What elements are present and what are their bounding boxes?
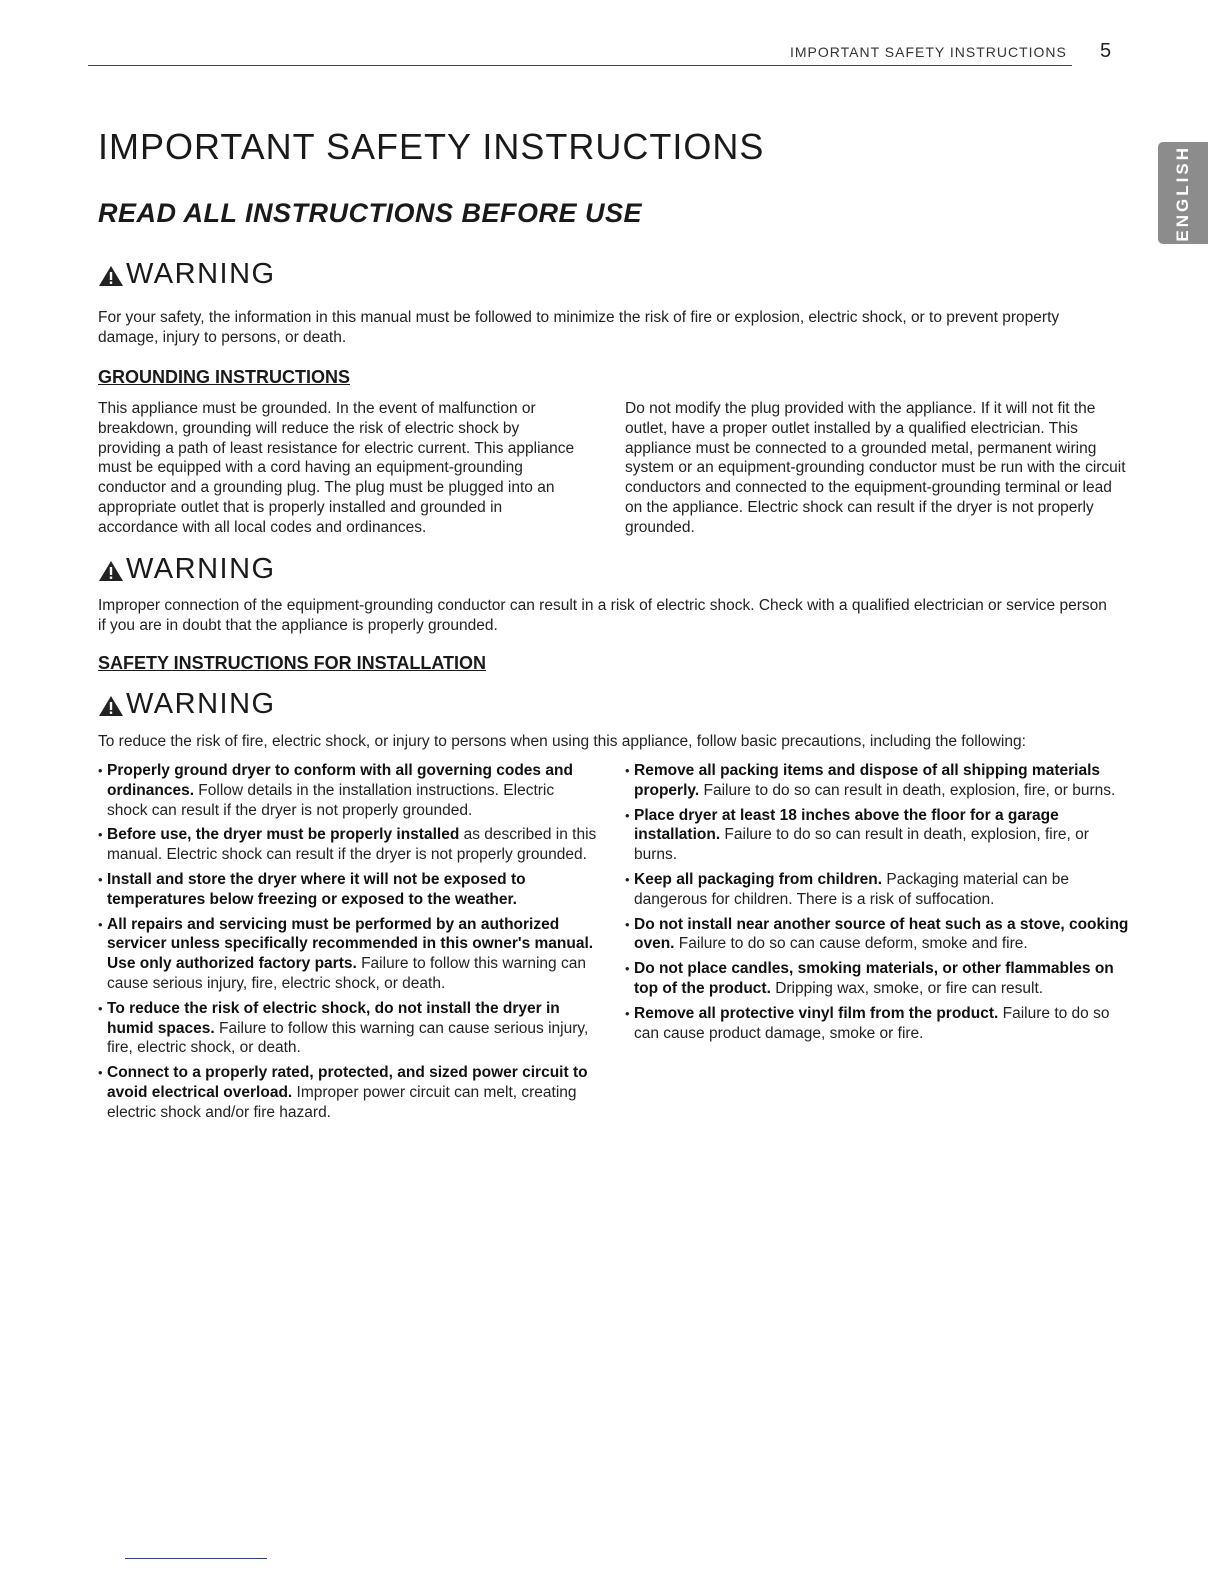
header-divider [88,65,1072,66]
list-item: • Do not install near another source of heat such as a stove, cooking oven. Failure to do so can cause deform, smoke and fire. [625,915,1131,955]
list-item: • All repairs and servicing must be performed by an authorized servicer unless specifically recommended in this owner's manual. Use only authorized factory parts. Failure to follow this warning can cause serious injury, fire, electric shock, or death. [98,915,598,994]
warning-heading [98,688,276,721]
grounding-heading: GROUNDING INSTRUCTIONS [98,367,350,387]
list-item: • Remove all packing items and dispose of all shipping materials properly. Failure to do so can result in death, explosion, fire, or burns. [625,761,1131,801]
list-item: • Remove all protective vinyl film from the product. Failure to do so can cause product damage, smoke or fire. [625,1004,1131,1044]
running-header-title: IMPORTANT SAFETY INSTRUCTIONS [790,44,1067,60]
warning-label: WARNING [126,258,276,290]
list-item: • Do not place candles, smoking materials, or other flammables on top of the product. Dripping wax, smoke, or fire can result. [625,959,1131,999]
list-item: • Connect to a properly rated, protected, and sized power circuit to avoid electrical overload. Improper power circuit can melt, creating electric shock and/or fire hazard. [98,1063,598,1122]
page-title: IMPORTANT SAFETY INSTRUCTIONS [98,126,765,167]
warning-heading [98,258,276,291]
page-number: 5 [1100,40,1112,62]
warning-label: WARNING [126,553,276,585]
installation-heading: SAFETY INSTRUCTIONS FOR INSTALLATION [98,653,486,673]
list-item: • Before use, the dryer must be properly installed as described in this manual. Electric shock can result if the dryer is not properly grounded. [98,825,598,865]
list-item: • Install and store the dryer where it will not be exposed to temperatures below freezing or exposed to the weather. [98,870,598,910]
language-tab-label: ENGLISH [1173,144,1192,242]
list-item: • Place dryer at least 18 inches above the floor for a garage installation. Failure to do so can result in death, explosion, fire, or burns. [625,806,1131,865]
grounding-text-right: Do not modify the plug provided with the appliance. If it will not fit the outlet, have a proper outlet installed by a qualified electrician. This appliance must be connected to a grounded metal, permanent wiring system or an equipment-grounding conductor must be run with the circuit conductors and connected to the equipment-grounding terminal or lead on the appliance. Electric shock can result if the dryer is not properly grounded. [625,400,1126,536]
warning-safety-text: For your safety, the information in this manual must be followed to minimize the risk of fire or explosion, electric shock, or to prevent property damage, injury to persons, or death. [98,309,1060,346]
page-subtitle: READ ALL INSTRUCTIONS BEFORE USE [98,198,643,228]
warning-heading [98,553,276,586]
warning-label: WARNING [126,688,276,720]
warning-triangle-icon [98,695,124,717]
footer-rule [125,1558,267,1559]
warning-triangle-icon [98,560,124,582]
grounding-text-left: This appliance must be grounded. In the event of malfunction or breakdown, grounding will reduce the risk of electric shock by providing a path of least resistance for electric current. This appliance must be equipped with a cord having an equipment-grounding conductor and a grounding plug. The plug must be plugged into an appropriate outlet that is properly installed and grounded in accordance with all local codes and ordinances. [98,400,575,536]
list-item: • To reduce the risk of electric shock, do not install the dryer in humid spaces. Failure to follow this warning can cause serious injury, fire, electric shock, or death. [98,999,598,1058]
installation-list-left [98,761,598,1128]
installation-list-right [625,761,1131,1048]
language-tab [1158,142,1208,244]
list-item: • Properly ground dryer to conform with all governing codes and ordinances. Follow details in the installation instructions. Electric shock can result if the dryer is not properly grounded. [98,761,598,820]
warning-triangle-icon [98,265,124,287]
list-item: • Keep all packaging from children. Packaging material can be dangerous for children. There is a risk of suffocation. [625,870,1131,910]
installation-warning-text: To reduce the risk of fire, electric shock, or injury to persons when using this appliance, follow basic precautions, including the following: [98,733,1026,750]
warning-grounding-text: Improper connection of the equipment-grounding conductor can result in a risk of electric shock. Check with a qualified electrician or service person if you are in doubt that the appliance is properly grounded. [98,597,1107,634]
